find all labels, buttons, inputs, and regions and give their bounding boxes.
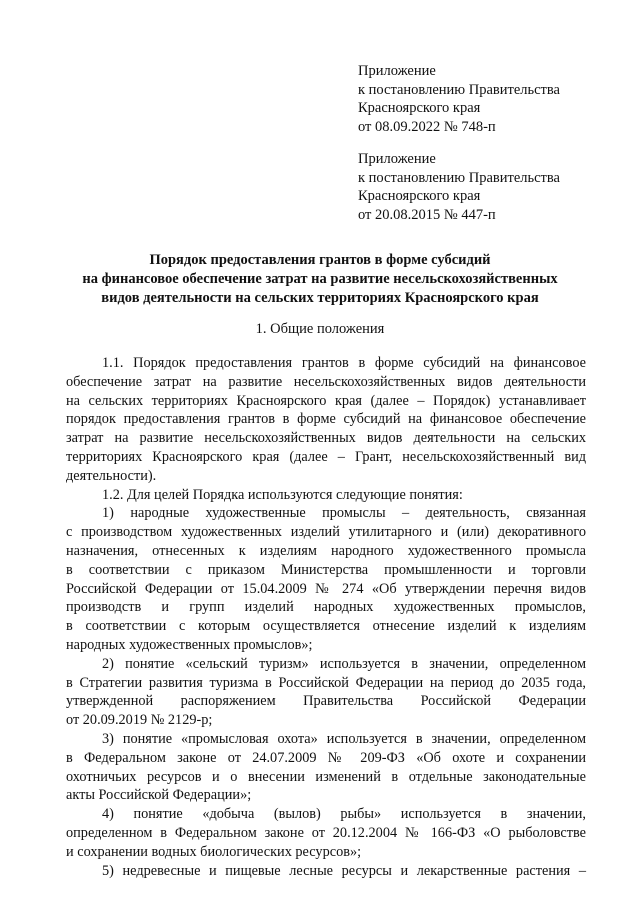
appendix-line: от 08.09.2022 № 748-п: [358, 118, 496, 135]
appendix-line: к постановлению Правительства: [358, 169, 560, 186]
appendix-line: от 20.08.2015 № 447-п: [358, 206, 496, 223]
body-line: утвержденной распоряжением Правительства Российской Федерации: [66, 693, 586, 710]
body-line: 3) понятие «промысловая охота» используется в значении, определенном: [102, 730, 586, 747]
body-line: территориях Красноярского края (далее – Грант, несельскохозяйственный вид: [66, 448, 586, 465]
body-line: затрат на развитие несельскохозяйственных видов деятельности на сельских: [66, 430, 586, 447]
appendix-line: Приложение: [358, 63, 436, 79]
body-line: Российской Федерации от 15.04.2009 № 274 «Об утверждении перечня видов: [66, 580, 586, 597]
body-line: порядок предоставления грантов в форме субсидий на финансовое обеспечение: [66, 411, 586, 428]
body-line: в Федеральном законе от 24.07.2009 № 209-ФЗ «Об охоте и сохранении: [66, 749, 586, 766]
body-line: 1) народные художественные промыслы – деятельность, связанная: [102, 505, 586, 522]
title-line: Порядок предоставления грантов в форме субсидий: [149, 252, 491, 268]
body-line: 1.2. Для целей Порядка используются следующие понятия:: [102, 486, 463, 503]
document-title: [60, 251, 580, 308]
body-line: 4) понятие «добыча (вылов) рыбы» используется в значении,: [102, 806, 586, 823]
body-line: 5) недревесные и пищевые лесные ресурсы и лекарственные растения –: [102, 862, 586, 879]
appendix-current-resolution: [358, 62, 618, 136]
body-line: народных художественных промыслов»;: [66, 636, 313, 653]
body-line: 2) понятие «сельский туризм» используется в значении, определенном: [102, 655, 586, 672]
body-line: 1.1. Порядок предоставления грантов в форме субсидий на финансовое: [102, 355, 586, 371]
section-heading: 1. Общие положения: [255, 321, 385, 337]
document-body: [66, 354, 586, 880]
body-line: определенном в Федеральном законе от 20.12.2004 № 166-ФЗ «О рыболовстве: [66, 824, 586, 841]
appendix-original-resolution: [358, 150, 618, 224]
appendix-line: Приложение: [358, 151, 436, 167]
appendix-line: к постановлению Правительства: [358, 81, 560, 98]
body-line: акты Российской Федерации»;: [66, 787, 252, 804]
appendix-line: Красноярского края: [358, 188, 481, 204]
appendix-line: Красноярского края: [358, 100, 481, 116]
body-line: в Стратегии развития туризма в Российской Федерации на период до 2035 года,: [66, 674, 586, 691]
title-line: на финансовое обеспечение затрат на развитие несельскохозяйственных: [82, 271, 558, 287]
body-line: назначения, отнесенных к изделиям народного художественного промысла: [66, 542, 586, 559]
body-line: и сохранении водных биологических ресурсов»;: [66, 843, 362, 860]
body-line: на сельских территориях Красноярского края (далее – Порядок) устанавливает: [66, 392, 586, 409]
body-line: с производством художественных изделий утилитарного и (или) декоративного: [66, 524, 586, 541]
body-line: производств и групп изделий народных художественных промыслов,: [66, 599, 586, 616]
body-line: охотничьих ресурсов и о внесении изменений в отдельные законодательные: [66, 768, 586, 785]
body-line: в соответствии с которым осуществляется отнесение изделий к изделиям: [66, 618, 586, 635]
body-line: в соответствии с приказом Министерства промышленности и торговли: [66, 561, 586, 578]
body-line: от 20.09.2019 № 2129-р;: [66, 712, 213, 729]
body-line: обеспечение затрат на развитие несельскохозяйственных видов деятельности: [66, 373, 586, 390]
title-line: видов деятельности на сельских территориях Красноярского края: [101, 290, 539, 306]
body-line: деятельности).: [66, 467, 157, 484]
